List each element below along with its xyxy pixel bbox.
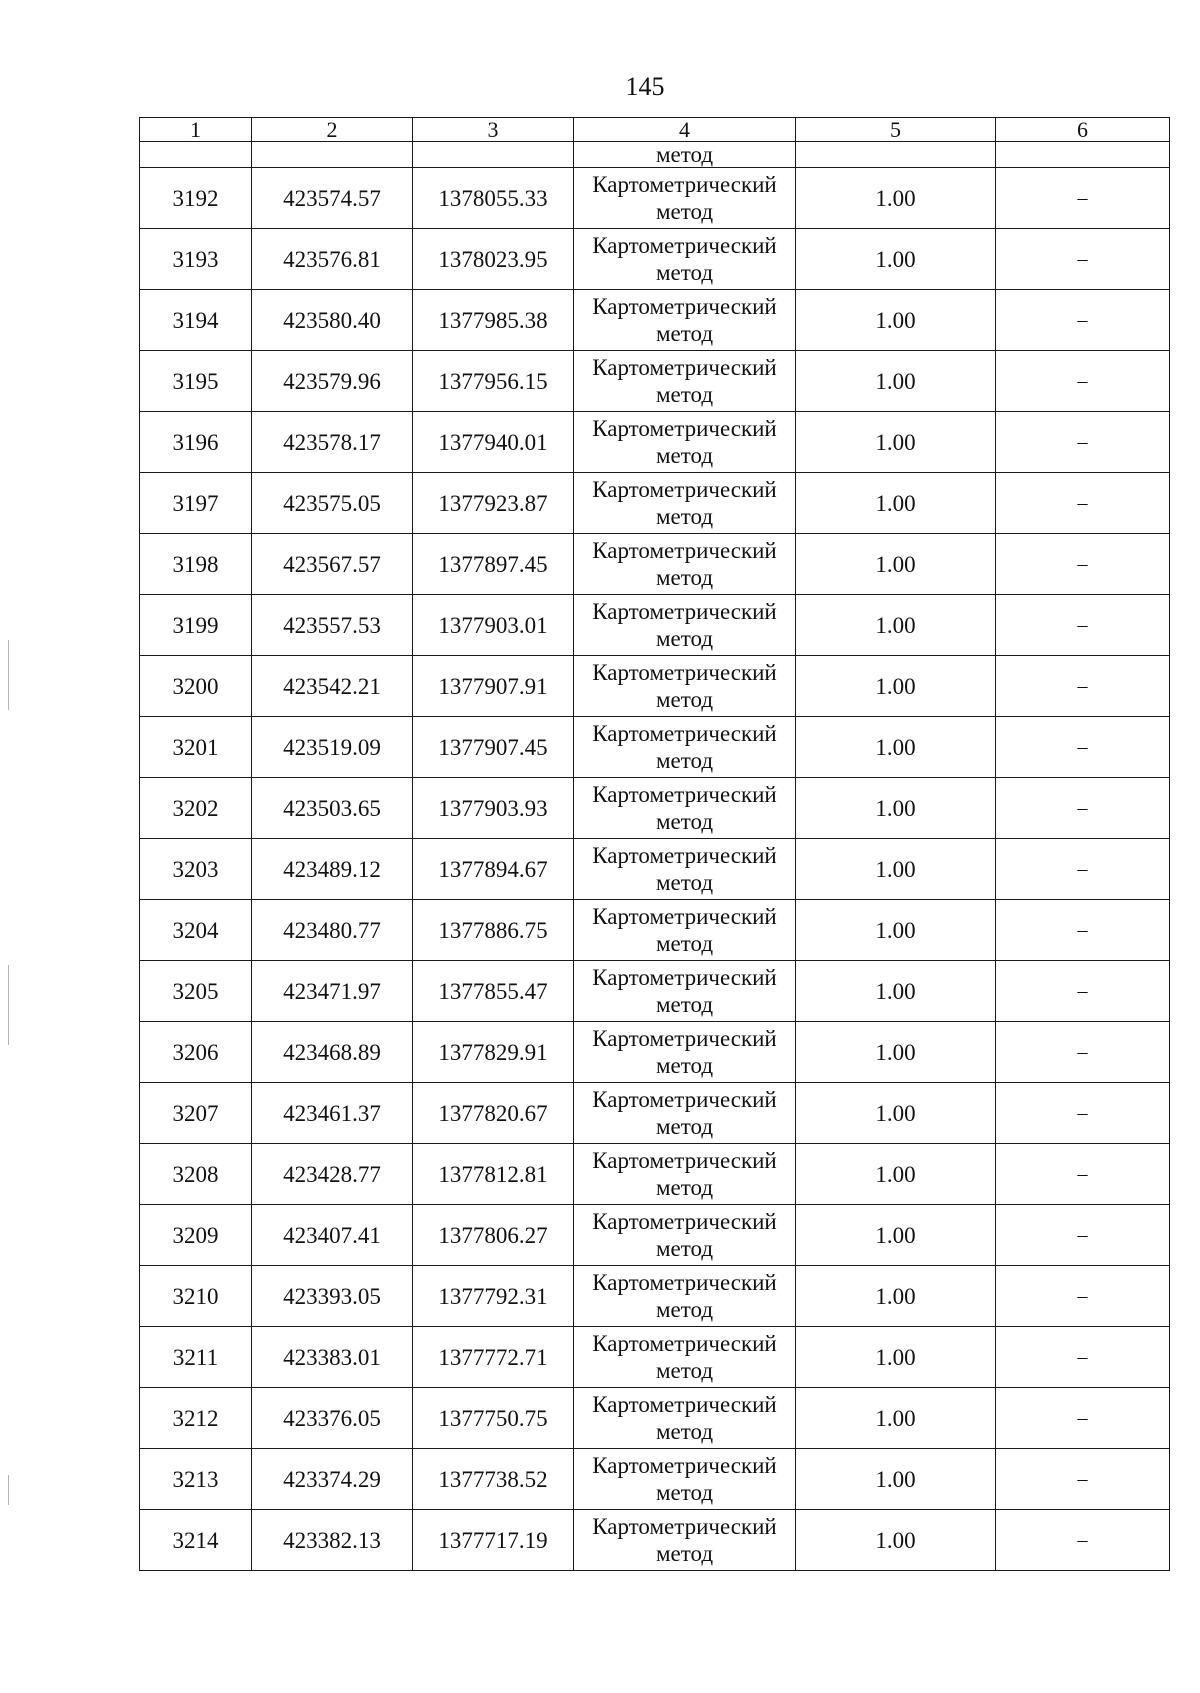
note-cell: – [996,290,1170,351]
point-number-cell: 3212 [140,1388,252,1449]
method-line-1: Картометрический [592,1209,777,1234]
method-line-1: Картометрический [592,1392,777,1417]
method-line-1: Картометрический [592,1026,777,1051]
point-number-cell: 3199 [140,595,252,656]
note-cell: – [996,839,1170,900]
table-row [140,656,1170,717]
method-line-1: Картометрический [592,843,777,868]
scan-mark [8,1475,9,1505]
note-cell: – [996,656,1170,717]
method-cell [574,1327,796,1388]
y-coordinate-cell: 1377894.67 [413,839,574,900]
method-cell [574,1205,796,1266]
point-number-cell: 3211 [140,1327,252,1388]
x-coordinate-cell: 423383.01 [252,1327,413,1388]
x-coordinate-cell: 423580.40 [252,290,413,351]
x-coordinate-cell: 423503.65 [252,778,413,839]
table-row [140,229,1170,290]
y-coordinate-cell: 1377855.47 [413,961,574,1022]
method-line-1: Картометрический [592,721,777,746]
table-cell [140,142,252,168]
accuracy-cell: 1.00 [796,1388,996,1449]
method-cell [574,656,796,717]
x-coordinate-cell: 423480.77 [252,900,413,961]
method-cell [574,229,796,290]
accuracy-cell: 1.00 [796,290,996,351]
method-cell [574,900,796,961]
table-cell [252,142,413,168]
table-cell: метод [574,142,796,168]
x-coordinate-cell: 423382.13 [252,1510,413,1571]
method-line-1: Картометрический [592,477,777,502]
x-coordinate-cell: 423374.29 [252,1449,413,1510]
method-line-1: Картометрический [592,1514,777,1539]
table-row [140,900,1170,961]
coordinates-table [139,117,1170,1571]
accuracy-cell: 1.00 [796,656,996,717]
method-line-2: метод [655,260,714,285]
y-coordinate-cell: 1377923.87 [413,473,574,534]
table-row [140,351,1170,412]
note-cell: – [996,229,1170,290]
table-row [140,534,1170,595]
method-line-1: Картометрический [592,599,777,624]
note-cell: – [996,1327,1170,1388]
method-line-1: Картометрический [592,416,777,441]
point-number-cell: 3192 [140,168,252,229]
note-cell: – [996,900,1170,961]
y-coordinate-cell: 1377897.45 [413,534,574,595]
table-row [140,1510,1170,1571]
point-number-cell: 3193 [140,229,252,290]
method-cell [574,1510,796,1571]
table-cell [796,142,996,168]
note-cell: – [996,1449,1170,1510]
note-cell: – [996,778,1170,839]
page-number: 145 [625,72,665,101]
method-cell [574,290,796,351]
method-line-1: Картометрический [592,660,777,685]
accuracy-cell: 1.00 [796,595,996,656]
table-row [140,961,1170,1022]
column-header: 6 [996,118,1170,142]
method-cell [574,351,796,412]
method-line-1: Картометрический [592,1087,777,1112]
method-cell [574,1022,796,1083]
accuracy-cell: 1.00 [796,1022,996,1083]
method-cell [574,1449,796,1510]
y-coordinate-cell: 1377812.81 [413,1144,574,1205]
point-number-cell: 3202 [140,778,252,839]
note-cell: – [996,1510,1170,1571]
y-coordinate-cell: 1377985.38 [413,290,574,351]
method-line-2: метод [655,626,714,651]
method-line-1: Картометрический [592,1148,777,1173]
x-coordinate-cell: 423489.12 [252,839,413,900]
table-row [140,473,1170,534]
header-row [140,118,1170,142]
method-line-2: метод [655,1480,714,1505]
note-cell: – [996,961,1170,1022]
table-row [140,839,1170,900]
method-line-2: метод [655,931,714,956]
x-coordinate-cell: 423471.97 [252,961,413,1022]
point-number-cell: 3210 [140,1266,252,1327]
accuracy-cell: 1.00 [796,229,996,290]
table-row [140,1144,1170,1205]
y-coordinate-cell: 1377772.71 [413,1327,574,1388]
method-cell [574,412,796,473]
method-line-1: Картометрический [592,1270,777,1295]
accuracy-cell: 1.00 [796,778,996,839]
method-line-1: Картометрический [592,1331,777,1356]
point-number-cell: 3208 [140,1144,252,1205]
accuracy-cell: 1.00 [796,168,996,229]
note-cell: – [996,412,1170,473]
point-number-cell: 3205 [140,961,252,1022]
x-coordinate-cell: 423574.57 [252,168,413,229]
x-coordinate-cell: 423567.57 [252,534,413,595]
method-line-2: метод [655,748,714,773]
method-line-2: метод [655,1175,714,1200]
table-row [140,290,1170,351]
point-number-cell: 3207 [140,1083,252,1144]
method-cell [574,1144,796,1205]
y-coordinate-cell: 1377956.15 [413,351,574,412]
note-cell: – [996,1205,1170,1266]
y-coordinate-cell: 1377940.01 [413,412,574,473]
method-cell [574,961,796,1022]
table-row [140,412,1170,473]
y-coordinate-cell: 1377717.19 [413,1510,574,1571]
method-line-2: метод [655,1358,714,1383]
note-cell: – [996,351,1170,412]
y-coordinate-cell: 1377886.75 [413,900,574,961]
x-coordinate-cell: 423557.53 [252,595,413,656]
note-cell: – [996,717,1170,778]
accuracy-cell: 1.00 [796,473,996,534]
method-line-2: метод [655,1541,714,1566]
method-line-1: Картометрический [592,294,777,319]
method-line-1: Картометрический [592,233,777,258]
method-line-2: метод [655,565,714,590]
point-number-cell: 3198 [140,534,252,595]
method-line-1: Картометрический [592,355,777,380]
x-coordinate-cell: 423428.77 [252,1144,413,1205]
accuracy-cell: 1.00 [796,1327,996,1388]
method-line-2: метод [655,687,714,712]
column-header: 2 [252,118,413,142]
method-cell [574,778,796,839]
table-row [140,1327,1170,1388]
accuracy-cell: 1.00 [796,412,996,473]
column-header: 3 [413,118,574,142]
table-row [140,1022,1170,1083]
method-line-1: Картометрический [592,538,777,563]
method-line-2: метод [655,504,714,529]
y-coordinate-cell: 1378023.95 [413,229,574,290]
y-coordinate-cell: 1377903.93 [413,778,574,839]
note-cell: – [996,168,1170,229]
method-cell [574,168,796,229]
note-cell: – [996,1388,1170,1449]
scan-mark [8,640,9,710]
table-row [140,1388,1170,1449]
table-row [140,1449,1170,1510]
method-line-1: Картометрический [592,1453,777,1478]
table-row [140,1205,1170,1266]
method-line-2: метод [655,1297,714,1322]
table-row [140,1083,1170,1144]
column-header: 1 [140,118,252,142]
point-number-cell: 3194 [140,290,252,351]
accuracy-cell: 1.00 [796,1083,996,1144]
accuracy-cell: 1.00 [796,1144,996,1205]
point-number-cell: 3196 [140,412,252,473]
point-number-cell: 3197 [140,473,252,534]
x-coordinate-cell: 423578.17 [252,412,413,473]
accuracy-cell: 1.00 [796,961,996,1022]
accuracy-cell: 1.00 [796,1449,996,1510]
x-coordinate-cell: 423468.89 [252,1022,413,1083]
x-coordinate-cell: 423579.96 [252,351,413,412]
point-number-cell: 3209 [140,1205,252,1266]
method-cell [574,839,796,900]
table-cell [413,142,574,168]
method-line-2: метод [655,382,714,407]
method-line-1: Картометрический [592,782,777,807]
x-coordinate-cell: 423393.05 [252,1266,413,1327]
method-cell [574,1388,796,1449]
table-row [140,717,1170,778]
accuracy-cell: 1.00 [796,839,996,900]
method-line-2: метод [655,870,714,895]
x-coordinate-cell: 423407.41 [252,1205,413,1266]
method-cell [574,1266,796,1327]
y-coordinate-cell: 1377907.91 [413,656,574,717]
method-cell [574,473,796,534]
note-cell: – [996,595,1170,656]
table-row [140,168,1170,229]
method-line-2: метод [655,199,714,224]
y-coordinate-cell: 1377829.91 [413,1022,574,1083]
method-cell [574,1083,796,1144]
method-cell [574,717,796,778]
method-line-2: метод [655,321,714,346]
note-cell: – [996,534,1170,595]
x-coordinate-cell: 423519.09 [252,717,413,778]
y-coordinate-cell: 1377738.52 [413,1449,574,1510]
note-cell: – [996,1083,1170,1144]
scan-mark [8,965,9,1045]
method-line-2: метод [655,1419,714,1444]
table-row [140,595,1170,656]
note-cell: – [996,1144,1170,1205]
method-line-1: Картометрический [592,965,777,990]
point-number-cell: 3213 [140,1449,252,1510]
method-line-2: метод [655,443,714,468]
point-number-cell: 3200 [140,656,252,717]
table-row [140,1266,1170,1327]
method-line-1: Картометрический [592,172,777,197]
method-line-2: метод [655,1236,714,1261]
method-line-2: метод [655,1114,714,1139]
x-coordinate-cell: 423376.05 [252,1388,413,1449]
y-coordinate-cell: 1377792.31 [413,1266,574,1327]
y-coordinate-cell: 1377903.01 [413,595,574,656]
point-number-cell: 3203 [140,839,252,900]
accuracy-cell: 1.00 [796,1510,996,1571]
note-cell: – [996,473,1170,534]
accuracy-cell: 1.00 [796,900,996,961]
method-cell [574,534,796,595]
point-number-cell: 3204 [140,900,252,961]
method-cell [574,595,796,656]
method-line-1: Картометрический [592,904,777,929]
method-line-2: метод [655,1053,714,1078]
column-header: 4 [574,118,796,142]
y-coordinate-cell: 1377820.67 [413,1083,574,1144]
note-cell: – [996,1022,1170,1083]
method-line-2: метод [655,992,714,1017]
accuracy-cell: 1.00 [796,351,996,412]
table-body [140,118,1170,1571]
accuracy-cell: 1.00 [796,534,996,595]
continuation-row [140,142,1170,168]
column-header: 5 [796,118,996,142]
x-coordinate-cell: 423542.21 [252,656,413,717]
y-coordinate-cell: 1377750.75 [413,1388,574,1449]
point-number-cell: 3206 [140,1022,252,1083]
point-number-cell: 3201 [140,717,252,778]
x-coordinate-cell: 423575.05 [252,473,413,534]
y-coordinate-cell: 1377907.45 [413,717,574,778]
accuracy-cell: 1.00 [796,717,996,778]
y-coordinate-cell: 1377806.27 [413,1205,574,1266]
point-number-cell: 3195 [140,351,252,412]
x-coordinate-cell: 423576.81 [252,229,413,290]
point-number-cell: 3214 [140,1510,252,1571]
x-coordinate-cell: 423461.37 [252,1083,413,1144]
y-coordinate-cell: 1378055.33 [413,168,574,229]
table-row [140,778,1170,839]
table-cell [996,142,1170,168]
accuracy-cell: 1.00 [796,1266,996,1327]
note-cell: – [996,1266,1170,1327]
accuracy-cell: 1.00 [796,1205,996,1266]
method-line-2: метод [655,809,714,834]
